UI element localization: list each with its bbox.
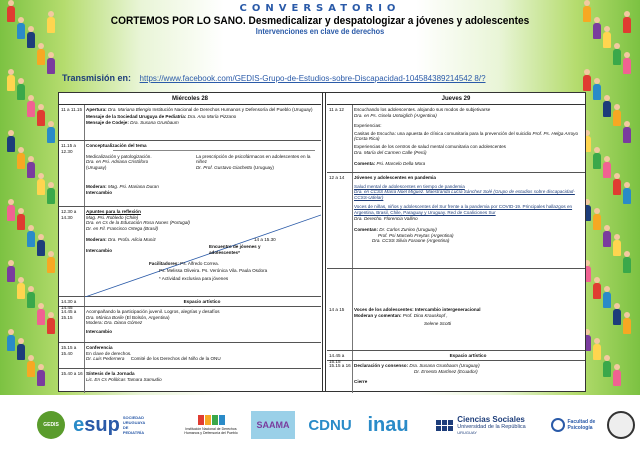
figure-icon — [612, 173, 622, 195]
day1-row-participation — [59, 307, 321, 343]
ccss-logo-title: Ciencias Sociales — [457, 415, 525, 424]
psicologia-logo — [548, 405, 604, 445]
text: Salud mental de adolescentes en tiempo de pandemia — [354, 183, 465, 189]
text: Dra. Mariana Blengio — [107, 107, 152, 112]
figure-icon — [26, 286, 36, 308]
inddhh-logo-mark — [198, 415, 225, 425]
time-label: 15.40 a 16 — [61, 371, 83, 376]
figure-icon — [602, 355, 612, 377]
cdnu-logo — [300, 405, 360, 445]
text: Dra. Ana María Pizzano — [187, 113, 237, 119]
cdnu-logo-text: CDNU — [308, 416, 352, 434]
text: Apuntes para la reflexión — [86, 209, 141, 214]
saama-logo — [250, 405, 296, 445]
inau-logo — [362, 405, 414, 445]
figure-icon — [46, 121, 56, 143]
figure-icon — [36, 234, 46, 256]
figure-icon — [16, 277, 26, 299]
text: Mag. Psi. Robledo (Chile) — [86, 214, 139, 220]
ciencias-sociales-logo — [420, 405, 542, 445]
text: (El Bolsón, Argentina) — [125, 314, 170, 320]
sup-logo-caption: SOCIEDAD URUGUAYA DE PEDIATRÍA — [122, 415, 146, 435]
time-label: 15.15 a 16 — [329, 363, 351, 368]
sponsor-logos — [0, 395, 640, 457]
figure-icon — [16, 147, 26, 169]
text: Psi. Marcelo Della Mora — [376, 161, 426, 167]
time-label: 14.30 a 14.45 — [61, 299, 77, 310]
figure-icon — [612, 43, 622, 65]
figure-icon — [602, 286, 612, 308]
text: En clave de derechos. — [86, 350, 132, 356]
text: Moderan: — [86, 184, 107, 190]
text: Conferencia — [86, 345, 113, 350]
text: Acompañando la participación juvenil. Logros, alegrías y desafíos — [86, 309, 220, 314]
text: Intercambio — [86, 247, 113, 253]
day2-row-artistic — [327, 351, 585, 364]
figure-icon — [592, 208, 602, 230]
text: Cierre — [354, 379, 368, 385]
figure-icon — [36, 303, 46, 325]
text: Espacio artístico — [183, 299, 221, 304]
figure-icon — [16, 78, 26, 100]
text: Comenta: — [354, 161, 376, 167]
figure-icon — [46, 182, 56, 204]
text: Ps. Melissa Oliveira. Ps. Verónica Vila. Paula Osdora — [159, 268, 268, 273]
psicologia-logo-text: Facultad de Psicología — [567, 419, 596, 431]
text: * Actividad exclusiva para jóvenes — [159, 276, 229, 281]
figure-icon — [36, 104, 46, 126]
figure-icon — [592, 277, 602, 299]
day1-row-conference — [59, 343, 321, 369]
figure-icon — [622, 251, 632, 273]
figure-icon — [6, 260, 16, 282]
time-label: 12.30 a 14.30 — [61, 209, 77, 220]
text: Voces de los adolescentes: Intercambio intergeneracional — [354, 307, 481, 312]
figure-icon — [46, 52, 56, 74]
figure-icon — [612, 303, 622, 325]
figure-icon — [16, 338, 26, 360]
figure-icon — [46, 251, 56, 273]
text: Dra. CCSS Silvia Faraone (Argentina) — [372, 238, 450, 244]
sup-logo — [72, 405, 150, 445]
gedis-logo-text: GEDIS — [37, 411, 65, 439]
figure-icon — [6, 69, 16, 91]
text: Dr. en Fil. Francisco Ortega (Brasil) — [86, 225, 159, 231]
figure-icon — [612, 234, 622, 256]
text: Dra. Derecho. Florencia Vallino — [354, 215, 418, 221]
text: Prof. Psi Marcelo Freytas (Argentina) — [378, 232, 454, 238]
inddhh-logo-text: Institución Nacional de Derechos Humanos y Defensoría del Pueblo — [184, 427, 238, 435]
figure-icon — [612, 104, 622, 126]
figure-icon — [592, 78, 602, 100]
day1-row-concept — [59, 141, 321, 207]
text: Espacio artístico — [449, 353, 487, 358]
figure-icon — [602, 156, 612, 178]
text: Moderan: — [86, 237, 107, 243]
text: Dra. Susana Grunbaum (Uruguay) — [409, 363, 480, 368]
day2-row-listening — [327, 105, 585, 173]
text: Síntesis de la Jornada — [86, 371, 135, 376]
seal-logo — [606, 405, 636, 445]
text: Dra. María del Carmen Calle (Perú) — [354, 149, 427, 155]
figure-icon — [612, 364, 622, 386]
day2-row-voices — [327, 269, 585, 351]
text: La prescripción de psicofármacos en adolescentes en la — [195, 153, 311, 159]
sup-logo-text: sup — [84, 413, 120, 436]
time-label: 12 a 14 — [329, 175, 345, 180]
text: niñez — [195, 159, 207, 165]
saama-logo-text: SAAMA — [251, 411, 295, 439]
text: Escuchando los adolescentes. alojando sus modos de subjetivarse — [354, 107, 491, 112]
text: Dr. Carlos Zunino (Uruguay) — [379, 227, 437, 233]
figure-icon — [622, 52, 632, 74]
text: Comentan: — [354, 227, 378, 233]
gedis-logo — [36, 405, 66, 445]
text: Comité de los Derechos del Niño de la ONU — [130, 356, 221, 362]
text: Dr. Prof. Gustavo Giachetto — [195, 164, 253, 170]
header — [0, 3, 640, 36]
event-main-title: CORTEMOS POR LO SANO. Desmedicalizar y despatologizar a jóvenes y adolescentes — [110, 15, 530, 27]
day1-row-artistic — [59, 297, 321, 310]
text: Prof. Dina Krauskopf , — [402, 312, 448, 318]
day1-row-opening — [59, 105, 321, 141]
ccss-logo-country: URUGUAY — [457, 430, 477, 435]
ccss-logo-subtitle: Universidad de la República — [457, 424, 526, 430]
psicologia-logo-mark — [551, 418, 565, 432]
text: Apertura: — [86, 107, 107, 112]
text: Selene Scotti — [424, 321, 452, 327]
day1-column — [59, 93, 321, 391]
text: Voces de niñas, niños y adolescentes del Sur frente a la pandemia por COVID-19. Principales hallazgos en Argentina, Brasil, Chile, Paraguay y Uruguay. Red de Coaliciones Sur — [354, 204, 573, 215]
text: Dra. Susana Grunbaum — [130, 120, 179, 126]
text: Dra. en Psi. Adriana Cristóforo — [86, 159, 149, 165]
text: Mensaje de la Sociedad Uruguya de Pediatría: — [86, 113, 187, 119]
text: Casitas de Escucha: una apuesta de clínica comunitaria para la prevención del suicidio — [354, 130, 532, 136]
text: Intercambio — [86, 328, 113, 334]
program-grid — [58, 92, 586, 392]
stream-info — [62, 73, 486, 83]
stream-link[interactable]: https://www.facebook.com/GEDIS-Grupo-de-Estudios-sobre-Discapacidad-104584389214542 8/? — [139, 74, 486, 83]
text: Experiencias: — [354, 123, 382, 129]
figure-icon — [26, 156, 36, 178]
time-label: 14.45 a 15.15 — [61, 309, 77, 320]
figure-icon — [6, 329, 16, 351]
text: Declaración y consenso: — [354, 363, 409, 368]
text: Institución Nacional de Derechos Humanos y Defensoría del Pueblo (Uruguay) — [152, 107, 313, 112]
text: Dra. en Ps. Gisela Untoiglich (Argentina) — [354, 112, 437, 118]
text: Encuentro de jóvenes y adolescentes* — [209, 244, 261, 255]
text: Dr. Luis Pedernera — [86, 356, 125, 362]
time-label: 11 a 11.15 — [61, 107, 83, 112]
event-type-title: CONVERSATORIO — [239, 3, 401, 14]
figure-icon — [26, 225, 36, 247]
text: Dra. en CCSS María Noel Míguez. Maestranda Lucía Sánchez Solé (Grupo de estudios sobre discapacidad-CCSS-Udelar) — [354, 189, 575, 200]
decorative-figures-left — [0, 0, 64, 387]
event-tagline: Intervenciones en clave de derechos — [255, 27, 385, 36]
day2-column — [327, 93, 585, 391]
figure-icon — [602, 225, 612, 247]
text: Medicalización y patologización. — [86, 153, 152, 159]
text: 14 a 15.30 — [254, 237, 276, 242]
text: Jóvenes y adolescentes en pandemia — [354, 175, 436, 180]
text: Dra. Profa. Alicia Muniz — [107, 237, 156, 243]
text: Ps. Alfredo Correa. — [180, 261, 219, 266]
text: Dr. Ernesto Martínez (Ecuador) — [414, 368, 478, 374]
text: Modera: — [86, 320, 103, 326]
figure-icon — [622, 312, 632, 334]
figure-icon — [592, 147, 602, 169]
text: Dra. Diana Gómez — [104, 320, 143, 326]
figure-icon — [26, 95, 36, 117]
time-label: 14.45 a 15.15 — [329, 353, 345, 364]
figure-icon — [592, 338, 602, 360]
figure-icon — [6, 130, 16, 152]
day2-title: Jueves 29 — [327, 93, 585, 105]
text: (Uruguay) — [253, 164, 274, 170]
text: Moderan y comentan: — [354, 312, 402, 318]
figure-icon — [46, 312, 56, 334]
figure-icon — [36, 364, 46, 386]
time-label: 15.15 a 15.40 — [61, 345, 77, 356]
figure-icon — [36, 173, 46, 195]
text: (Uruguay) — [86, 164, 107, 170]
day1-title: Miércoles 28 — [59, 93, 321, 105]
seal-icon — [607, 411, 635, 439]
inddhh-logo — [182, 405, 240, 445]
time-label: 11 a 12 — [329, 107, 344, 112]
text: Mensaje de Codeje: — [86, 120, 129, 126]
figure-icon — [622, 121, 632, 143]
day2-row-pandemic — [327, 173, 585, 269]
inau-logo-text: inau — [367, 413, 409, 436]
figure-icon — [582, 69, 592, 91]
text: Mag. Psi. Mariana Duran — [107, 184, 159, 190]
text: Lic. En Cs Políticas Tamara Samudio — [86, 376, 162, 382]
text: Conceptualización del tema — [86, 143, 147, 148]
day1-row-reflection — [59, 207, 321, 297]
text: Dra. Mónica Borile — [86, 314, 124, 320]
text: Prof. Ps. Helga Arroyo (Costa Rica) — [354, 130, 579, 142]
time-label: 14 a 15 — [329, 307, 345, 312]
day2-row-closing — [327, 361, 585, 393]
sup-logo-mark: e — [73, 413, 85, 436]
figure-icon — [26, 355, 36, 377]
figure-icon — [6, 199, 16, 221]
figure-icon — [36, 43, 46, 65]
text: Experiencias de los centros de salud mental comunitaria con adolescentes — [354, 143, 506, 149]
day-separator — [322, 93, 326, 391]
stream-label: Transmisión en: — [62, 73, 132, 83]
text: Intercambio — [86, 189, 113, 195]
ccss-logo-mark — [436, 420, 453, 431]
figure-icon — [16, 208, 26, 230]
figure-icon — [622, 182, 632, 204]
figure-icon — [602, 95, 612, 117]
day1-row-synthesis — [59, 369, 321, 393]
text: Dra. en Cs de la Educación Rosa Nunes (Portugal) — [86, 220, 190, 226]
time-label: 11.15 a 12.30 — [61, 143, 76, 154]
text: Facilitadores: — [149, 261, 179, 266]
